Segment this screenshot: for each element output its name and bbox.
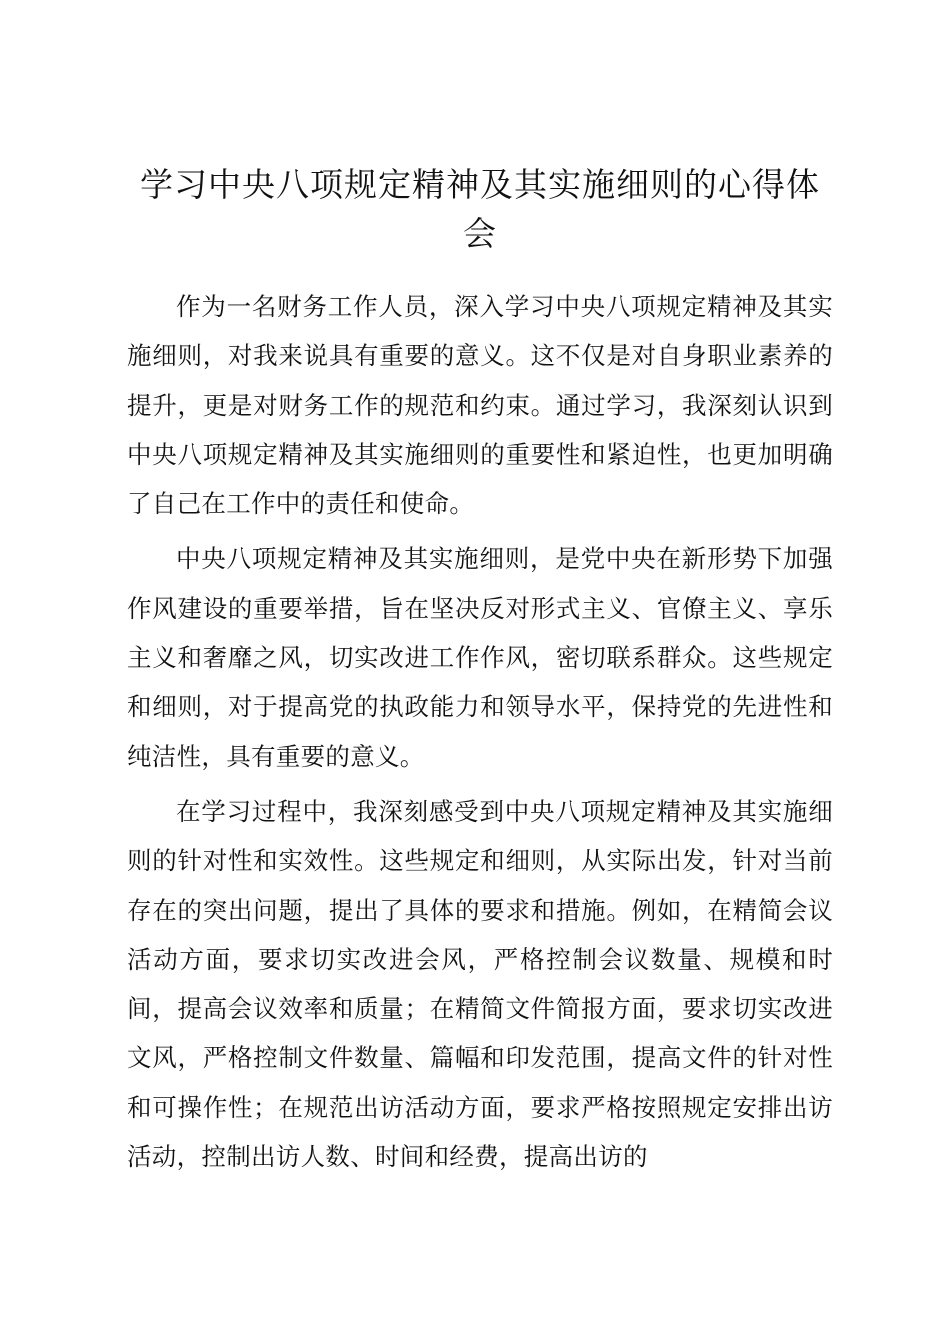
document-body	[127, 282, 833, 1187]
paragraph-2: 中央八项规定精神及其实施细则，是党中央在新形势下加强作风建设的重要举措，旨在坚决反对形式主义、官僚主义、享乐主义和奢靡之风，切实改进工作作风，密切联系群众。这些规定和细则，对于提高党的执政能力和领导水平，保持党的先进性和纯洁性，具有重要的意义。	[127, 544, 833, 771]
paragraph-3: 在学习过程中，我深刻感受到中央八项规定精神及其实施细则的针对性和实效性。这些规定和细则，从实际出发，针对当前存在的突出问题，提出了具体的要求和措施。例如，在精简会议活动方面，要求切实改进会风，严格控制会议数量、规模和时间，提高会议效率和质量；在精简文件简报方面，要求切实改进文风，严格控制文件数量、篇幅和印发范围，提高文件的针对性和可操作性；在规范出访活动方面，要求严格按照规定安排出访活动，控制出访人数、时间和经费，提高出访的	[127, 796, 833, 1172]
paragraph-1: 作为一名财务工作人员，深入学习中央八项规定精神及其实施细则，对我来说具有重要的意义。这不仅是对自身职业素养的提升，更是对财务工作的规范和约束。通过学习，我深刻认识到中央八项规定精神及其实施细则的重要性和紧迫性，也更加明确了自己在工作中的责任和使命。	[127, 292, 833, 519]
document-title: 学习中央八项规定精神及其实施细则的心得体会	[140, 165, 820, 253]
